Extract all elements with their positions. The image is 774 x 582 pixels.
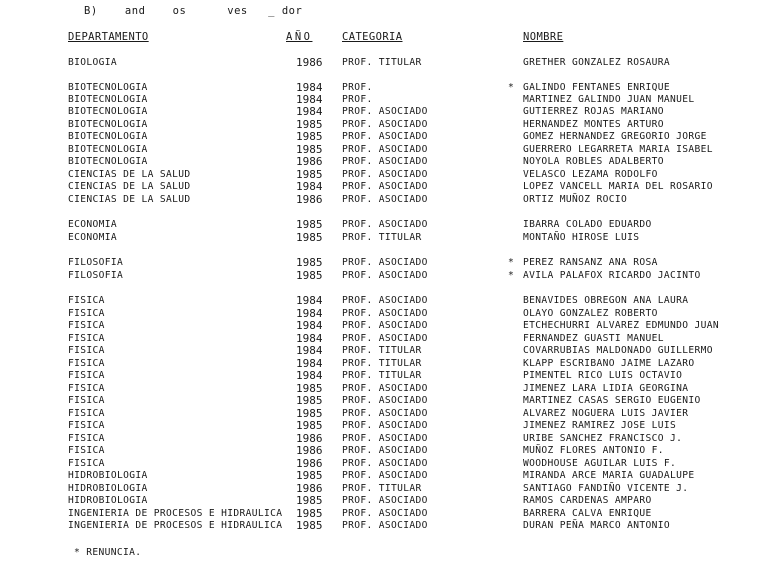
category-cell: PROF. ASOCIADO — [342, 395, 428, 406]
year-cell: 1986 — [296, 155, 323, 168]
name-cell: HERNANDEZ MONTES ARTURO — [523, 119, 664, 130]
department-cell: BIOTECNOLOGIA — [68, 144, 148, 155]
table-row — [0, 169, 774, 181]
name-cell: DURAN PEÑA MARCO ANTONIO — [523, 520, 671, 531]
table-row — [0, 520, 774, 532]
table-row — [0, 508, 774, 520]
table-row — [0, 433, 774, 445]
category-cell: PROF. ASOCIADO — [342, 420, 428, 431]
department-cell: HIDROBIOLOGIA — [68, 470, 148, 481]
department-cell: BIOTECNOLOGIA — [68, 106, 148, 117]
table-row — [0, 470, 774, 482]
category-cell: PROF. ASOCIADO — [342, 320, 428, 331]
year-cell: 1984 — [296, 105, 323, 118]
department-cell: CIENCIAS DE LA SALUD — [68, 169, 191, 180]
category-cell: PROF. ASOCIADO — [342, 219, 428, 230]
category-cell: PROF. ASOCIADO — [342, 433, 428, 444]
year-cell: 1984 — [296, 294, 323, 307]
footnote: * RENUNCIA. — [74, 547, 142, 558]
year-cell: 1985 — [296, 130, 323, 143]
category-cell: PROF. ASOCIADO — [342, 270, 428, 281]
name-cell: OLAYO GONZALEZ ROBERTO — [523, 308, 658, 319]
column-header-category: CATEGORIA — [342, 31, 403, 43]
category-cell: PROF. ASOCIADO — [342, 458, 428, 469]
category-cell: PROF. TITULAR — [342, 370, 422, 381]
name-cell: SANTIAGO FANDIÑO VICENTE J. — [523, 483, 689, 494]
year-cell: 1985 — [296, 143, 323, 156]
year-cell: 1985 — [296, 469, 323, 482]
department-cell: FISICA — [68, 345, 105, 356]
year-cell: 1985 — [296, 256, 323, 269]
name-cell: BENAVIDES OBREGON ANA LAURA — [523, 295, 689, 306]
year-cell: 1985 — [296, 507, 323, 520]
resignation-mark: * — [508, 270, 515, 281]
category-cell: PROF. ASOCIADO — [342, 445, 428, 456]
year-cell: 1986 — [296, 56, 323, 69]
department-cell: FILOSOFIA — [68, 257, 124, 268]
name-cell: LOPEZ VANCELL MARIA DEL ROSARIO — [523, 181, 713, 192]
name-cell: MARTINEZ CASAS SERGIO EUGENIO — [523, 395, 701, 406]
category-cell: PROF. TITULAR — [342, 345, 422, 356]
year-cell: 1985 — [296, 269, 323, 282]
name-cell: ORTIZ MUÑOZ ROCIO — [523, 194, 628, 205]
year-cell: 1984 — [296, 180, 323, 193]
department-cell: BIOTECNOLOGIA — [68, 131, 148, 142]
table-row — [0, 82, 774, 94]
category-cell: PROF. TITULAR — [342, 358, 422, 369]
category-cell: PROF. ASOCIADO — [342, 144, 428, 155]
category-cell: PROF. ASOCIADO — [342, 119, 428, 130]
table-row — [0, 495, 774, 507]
name-cell: RAMOS CARDENAS AMPARO — [523, 495, 652, 506]
table-row — [0, 156, 774, 168]
department-cell: FISICA — [68, 333, 105, 344]
name-cell: MONTAÑO HIROSE LUIS — [523, 232, 640, 243]
name-cell: GRETHER GONZALEZ ROSAURA — [523, 57, 671, 68]
category-cell: PROF. ASOCIADO — [342, 520, 428, 531]
year-cell: 1985 — [296, 419, 323, 432]
year-cell: 1985 — [296, 118, 323, 131]
category-cell: PROF. ASOCIADO — [342, 508, 428, 519]
table-row — [0, 57, 774, 69]
department-cell: FISICA — [68, 308, 105, 319]
year-cell: 1985 — [296, 519, 323, 532]
table-row — [0, 131, 774, 143]
department-cell: BIOTECNOLOGIA — [68, 82, 148, 93]
category-cell: PROF. ASOCIADO — [342, 295, 428, 306]
year-cell: 1985 — [296, 231, 323, 244]
table-row — [0, 257, 774, 269]
year-cell: 1984 — [296, 307, 323, 320]
category-cell: PROF. ASOCIADO — [342, 408, 428, 419]
table-row — [0, 270, 774, 282]
category-cell: PROF. ASOCIADO — [342, 383, 428, 394]
name-cell: ALVAREZ NOGUERA LUIS JAVIER — [523, 408, 689, 419]
year-cell: 1985 — [296, 382, 323, 395]
table-row — [0, 106, 774, 118]
table-row — [0, 320, 774, 332]
category-cell: PROF. TITULAR — [342, 57, 422, 68]
column-header-name: NOMBRE — [523, 31, 564, 43]
table-row — [0, 345, 774, 357]
year-cell: 1986 — [296, 482, 323, 495]
department-cell: FISICA — [68, 433, 105, 444]
department-cell: FILOSOFIA — [68, 270, 124, 281]
name-cell: MIRANDA ARCE MARIA GUADALUPE — [523, 470, 695, 481]
category-cell: PROF. ASOCIADO — [342, 156, 428, 167]
name-cell: NOYOLA ROBLES ADALBERTO — [523, 156, 664, 167]
name-cell: WOODHOUSE AGUILAR LUIS F. — [523, 458, 677, 469]
table-row — [0, 232, 774, 244]
year-cell: 1984 — [296, 369, 323, 382]
name-cell: JIMENEZ LARA LIDIA GEORGINA — [523, 383, 689, 394]
table-row — [0, 445, 774, 457]
category-cell: PROF. TITULAR — [342, 232, 422, 243]
name-cell: MUÑOZ FLORES ANTONIO F. — [523, 445, 664, 456]
department-cell: FISICA — [68, 358, 105, 369]
table-row — [0, 333, 774, 345]
year-cell: 1984 — [296, 344, 323, 357]
year-cell: 1984 — [296, 357, 323, 370]
department-cell: FISICA — [68, 445, 105, 456]
department-cell: HIDROBIOLOGIA — [68, 495, 148, 506]
name-cell: JIMENEZ RAMIREZ JOSE LUIS — [523, 420, 677, 431]
section-heading: B) and os ves _ dor — [84, 5, 303, 17]
table-row — [0, 420, 774, 432]
year-cell: 1984 — [296, 319, 323, 332]
department-cell: ECONOMIA — [68, 232, 118, 243]
table-row — [0, 370, 774, 382]
department-cell: FISICA — [68, 295, 105, 306]
name-cell: MARTINEZ GALINDO JUAN MANUEL — [523, 94, 695, 105]
category-cell: PROF. ASOCIADO — [342, 169, 428, 180]
year-cell: 1984 — [296, 332, 323, 345]
category-cell: PROF. ASOCIADO — [342, 194, 428, 205]
year-cell: 1986 — [296, 444, 323, 457]
department-cell: FISICA — [68, 408, 105, 419]
name-cell: COVARRUBIAS MALDONADO GUILLERMO — [523, 345, 713, 356]
department-cell: INGENIERIA DE PROCESOS E HIDRAULICA — [68, 520, 283, 531]
name-cell: BARRERA CALVA ENRIQUE — [523, 508, 652, 519]
category-cell: PROF. TITULAR — [342, 483, 422, 494]
year-cell: 1984 — [296, 81, 323, 94]
year-cell: 1985 — [296, 168, 323, 181]
table-row — [0, 483, 774, 495]
department-cell: BIOTECNOLOGIA — [68, 156, 148, 167]
department-cell: FISICA — [68, 370, 105, 381]
department-cell: ECONOMIA — [68, 219, 118, 230]
department-cell: FISICA — [68, 458, 105, 469]
department-cell: BIOLOGIA — [68, 57, 118, 68]
year-cell: 1986 — [296, 457, 323, 470]
resignation-mark: * — [508, 257, 515, 268]
year-cell: 1986 — [296, 432, 323, 445]
category-cell: PROF. ASOCIADO — [342, 470, 428, 481]
name-cell: GUTIERREZ ROJAS MARIANO — [523, 106, 664, 117]
name-cell: URIBE SANCHEZ FRANCISCO J. — [523, 433, 683, 444]
name-cell: IBARRA COLADO EDUARDO — [523, 219, 652, 230]
resignation-mark: * — [508, 82, 515, 93]
name-cell: FERNANDEZ GUASTI MANUEL — [523, 333, 664, 344]
name-cell: KLAPP ESCRIBANO JAIME LAZARO — [523, 358, 695, 369]
category-cell: PROF. — [342, 82, 373, 93]
department-cell: FISICA — [68, 395, 105, 406]
department-cell: BIOTECNOLOGIA — [68, 119, 148, 130]
name-cell: AVILA PALAFOX RICARDO JACINTO — [523, 270, 701, 281]
category-cell: PROF. ASOCIADO — [342, 333, 428, 344]
table-row — [0, 383, 774, 395]
table-row — [0, 194, 774, 206]
name-cell: PIMENTEL RICO LUIS OCTAVIO — [523, 370, 683, 381]
department-cell: INGENIERIA DE PROCESOS E HIDRAULICA — [68, 508, 283, 519]
department-cell: FISICA — [68, 420, 105, 431]
table-row — [0, 358, 774, 370]
year-cell: 1985 — [296, 494, 323, 507]
name-cell: PEREZ RANSANZ ANA ROSA — [523, 257, 658, 268]
name-cell: VELASCO LEZAMA RODOLFO — [523, 169, 658, 180]
department-cell: HIDROBIOLOGIA — [68, 483, 148, 494]
category-cell: PROF. ASOCIADO — [342, 308, 428, 319]
year-cell: 1986 — [296, 193, 323, 206]
department-cell: FISICA — [68, 320, 105, 331]
year-cell: 1985 — [296, 394, 323, 407]
category-cell: PROF. ASOCIADO — [342, 495, 428, 506]
table-row — [0, 295, 774, 307]
category-cell: PROF. ASOCIADO — [342, 131, 428, 142]
table-row — [0, 181, 774, 193]
table-row — [0, 458, 774, 470]
year-cell: 1984 — [296, 93, 323, 106]
year-cell: 1985 — [296, 218, 323, 231]
name-cell: GALINDO FENTANES ENRIQUE — [523, 82, 671, 93]
column-header-year: AÑO — [286, 31, 313, 43]
table-row — [0, 94, 774, 106]
department-cell: CIENCIAS DE LA SALUD — [68, 194, 191, 205]
name-cell: GOMEZ HERNANDEZ GREGORIO JORGE — [523, 131, 707, 142]
category-cell: PROF. ASOCIADO — [342, 106, 428, 117]
category-cell: PROF. — [342, 94, 373, 105]
department-cell: FISICA — [68, 383, 105, 394]
category-cell: PROF. ASOCIADO — [342, 181, 428, 192]
name-cell: ETCHECHURRI ALVAREZ EDMUNDO JUAN — [523, 320, 720, 331]
year-cell: 1985 — [296, 407, 323, 420]
table-row — [0, 408, 774, 420]
table-row — [0, 119, 774, 131]
name-cell: GUERRERO LEGARRETA MARIA ISABEL — [523, 144, 713, 155]
department-cell: CIENCIAS DE LA SALUD — [68, 181, 191, 192]
table-row — [0, 308, 774, 320]
table-row — [0, 144, 774, 156]
column-header-department: DEPARTAMENTO — [68, 31, 149, 43]
category-cell: PROF. ASOCIADO — [342, 257, 428, 268]
department-cell: BIOTECNOLOGIA — [68, 94, 148, 105]
table-row — [0, 395, 774, 407]
table-row — [0, 219, 774, 231]
